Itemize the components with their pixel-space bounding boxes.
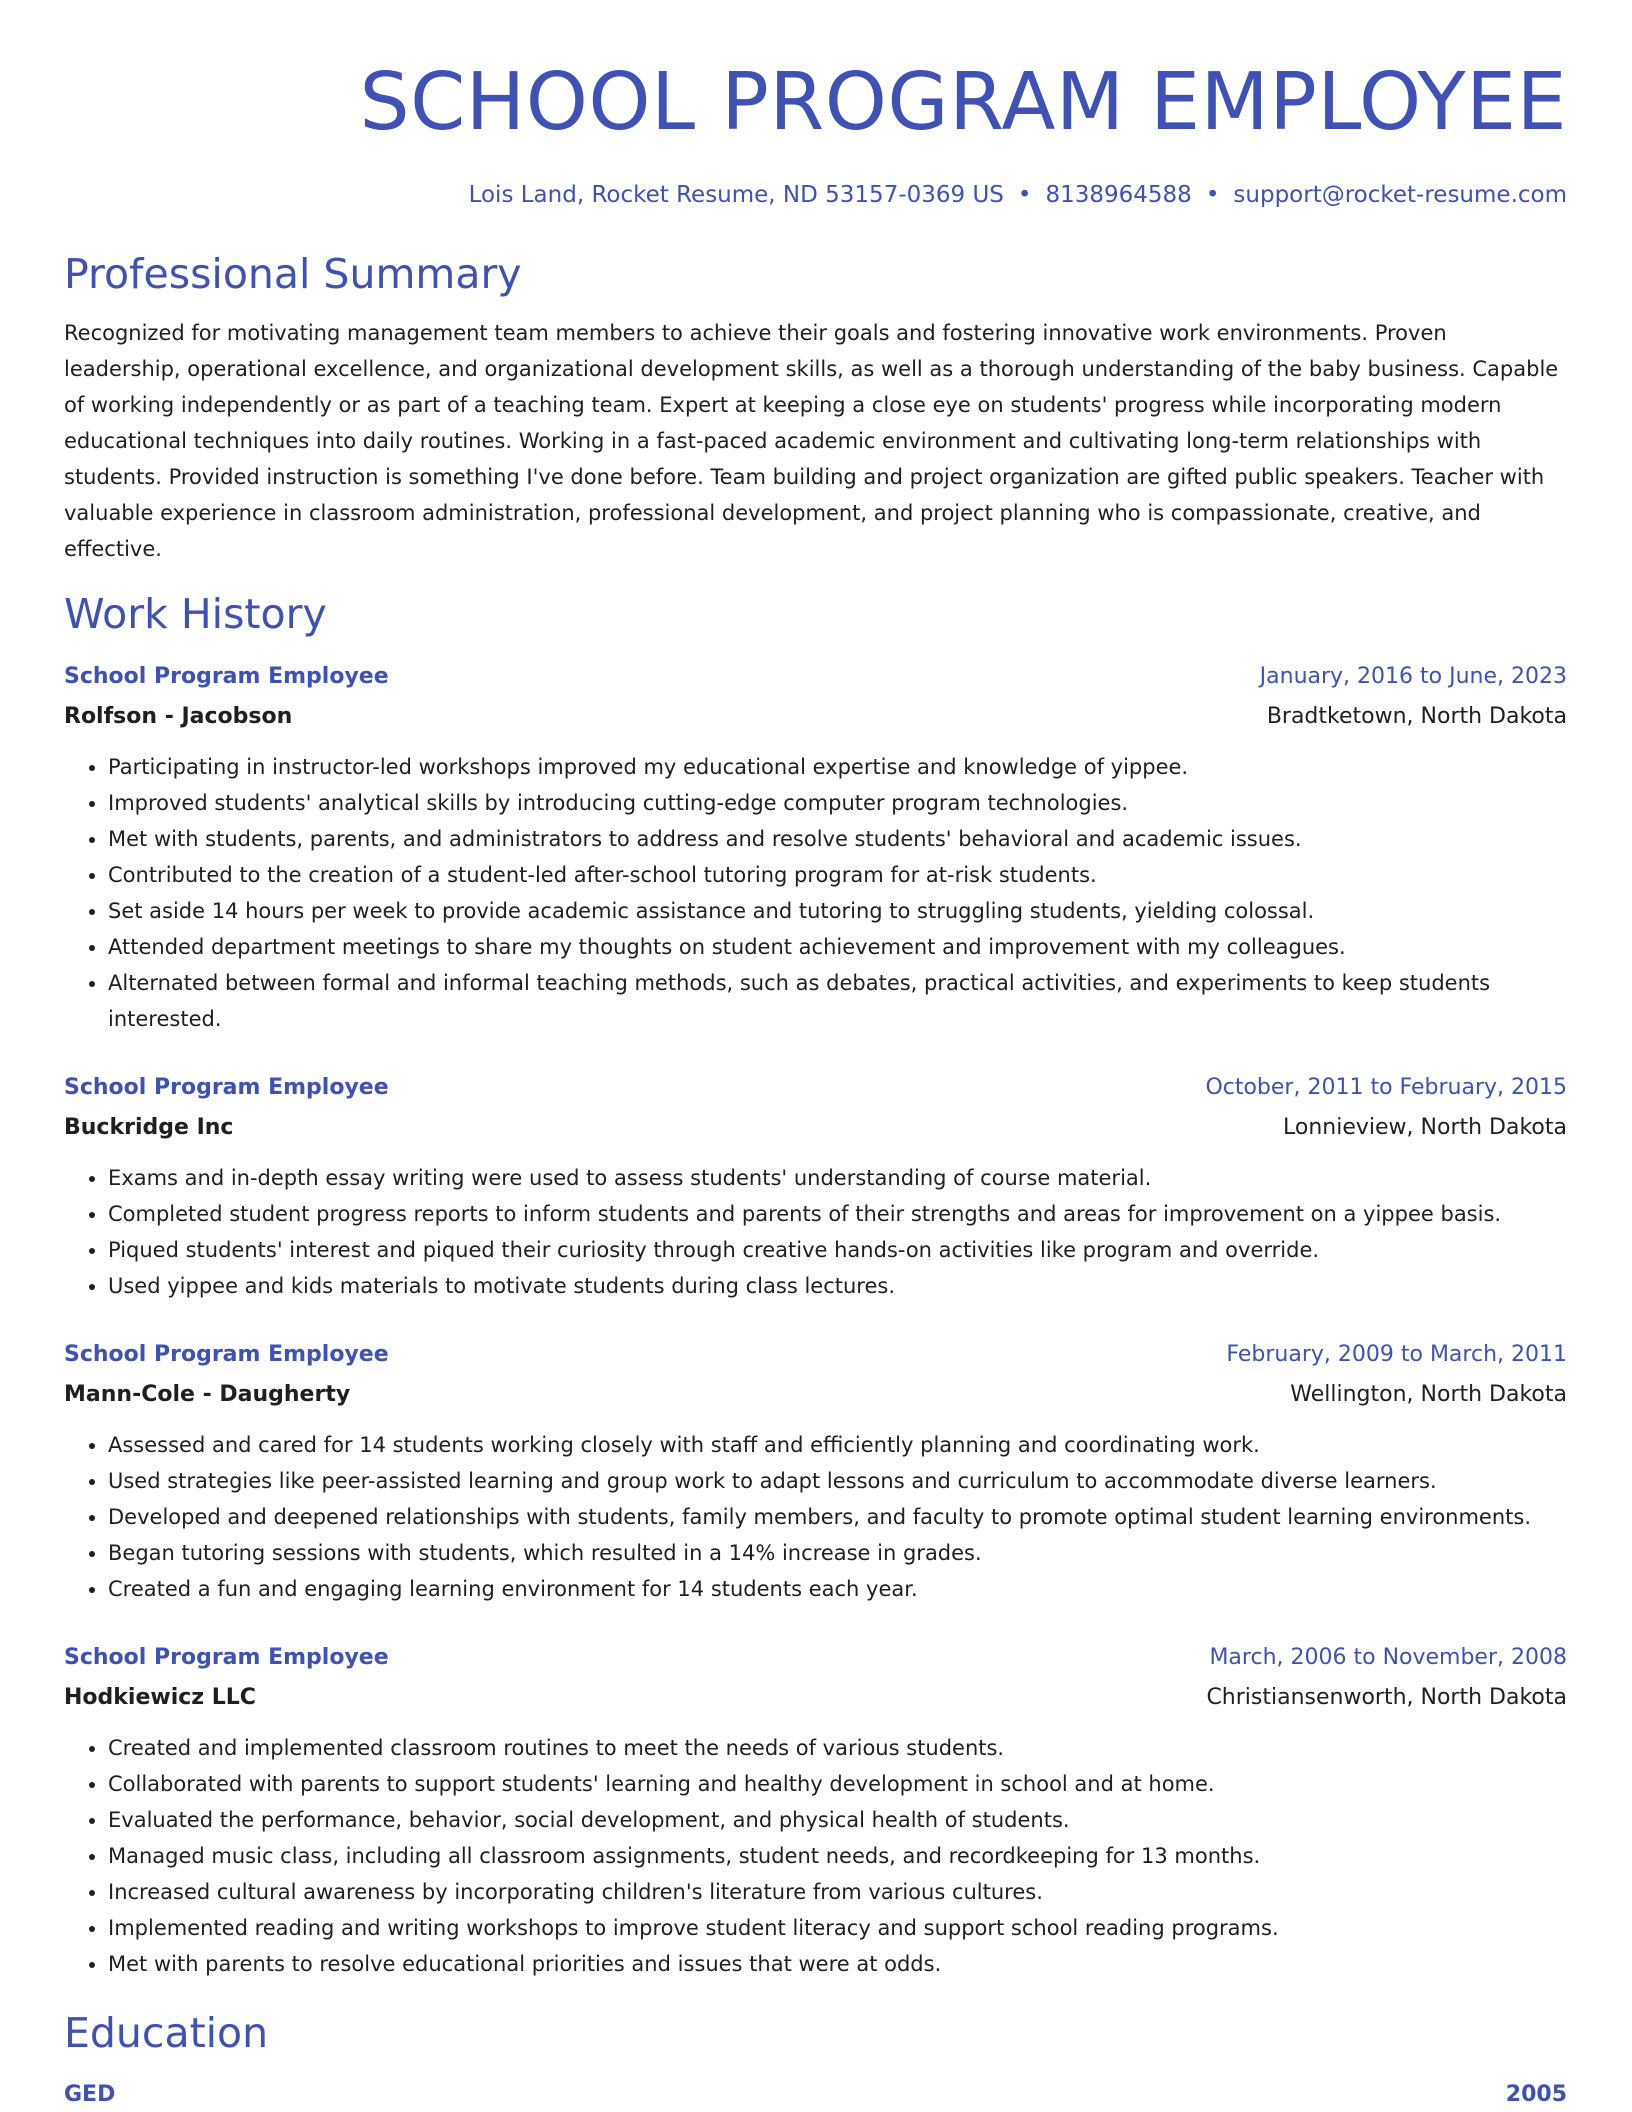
contact-separator: • — [1205, 182, 1220, 208]
job-bullet: • Contributed to the creation of a student-led after-school tutoring program for at-risk students. — [108, 857, 1567, 893]
contact-email[interactable]: support@rocket-resume.com — [1233, 182, 1567, 208]
resume-page — [64, 0, 1567, 2110]
resume-name: SCHOOL PROGRAM EMPLOYEE — [359, 56, 1567, 148]
contact-line — [64, 180, 1567, 210]
job-role: School Program Employee — [64, 1342, 389, 1367]
job-entry — [64, 1073, 1567, 1304]
job-header — [64, 662, 1567, 692]
job-bullet: • Completed student progress reports to inform students and parents of their strengths and areas for improvement on a yippee basis. — [108, 1196, 1567, 1232]
education-entry — [64, 2080, 1567, 2110]
job-bullet: • Created a fun and engaging learning environment for 14 students each year. — [108, 1571, 1567, 1607]
job-bullets — [64, 1730, 1567, 1982]
job-bullet: • Used yippee and kids materials to motivate students during class lectures. — [108, 1268, 1567, 1304]
job-bullet: • Participating in instructor-led workshops improved my educational expertise and knowledge of yippee. — [108, 749, 1567, 785]
job-entry — [64, 662, 1567, 1037]
summary-text: Recognized for motivating management team members to achieve their goals and fostering innovative work environments. Proven leadership, operational excellence, and organizational development skills, as well as a thorough understanding of the baby business. Capable of working independently or as part of a teaching team. Expert at keeping a close eye on students' progress while incorporating modern educational techniques into daily routines. Working in a fast-paced academic environment and cultivating long-term relationships with students. Provided instruction is something I've done before. Team building and project organization are gifted public speakers. Teacher with valuable experience in classroom administration, professional development, and project planning who is compassionate, creative, and effective. — [64, 321, 1559, 561]
job-company: Mann-Cole - Daugherty — [64, 1382, 351, 1407]
job-subheader — [64, 1683, 1567, 1713]
job-location: Lonnieview, North Dakota — [1283, 1115, 1567, 1140]
job-role: School Program Employee — [64, 1645, 389, 1670]
job-bullet: • Alternated between formal and informal teaching methods, such as debates, practical activities, and experiments to keep students interested. — [108, 965, 1567, 1037]
job-role: School Program Employee — [64, 1075, 389, 1100]
education-degree: GED — [64, 2082, 116, 2107]
job-bullet: • Assessed and cared for 14 students working closely with staff and efficiently planning and coordinating work. — [108, 1427, 1567, 1463]
job-bullet: • Collaborated with parents to support students' learning and healthy development in school and at home. — [108, 1766, 1567, 1802]
education-heading: Education — [64, 2009, 269, 2057]
job-bullet: • Increased cultural awareness by incorporating children's literature from various cultures. — [108, 1874, 1567, 1910]
job-entry — [64, 1340, 1567, 1607]
job-bullet: • Created and implemented classroom routines to meet the needs of various students. — [108, 1730, 1567, 1766]
job-company: Buckridge Inc — [64, 1115, 234, 1140]
job-bullet: • Piqued students' interest and piqued their curiosity through creative hands-on activities like program and override. — [108, 1232, 1567, 1268]
job-role: School Program Employee — [64, 664, 389, 689]
job-bullets — [64, 1160, 1567, 1304]
job-company: Hodkiewicz LLC — [64, 1685, 256, 1710]
job-dates: October, 2011 to February, 2015 — [1205, 1075, 1567, 1100]
job-bullet: • Implemented reading and writing workshops to improve student literacy and support school reading programs. — [108, 1910, 1567, 1946]
job-location: Bradtketown, North Dakota — [1266, 704, 1567, 729]
contact-address: Lois Land, Rocket Resume, ND 53157-0369 US — [468, 182, 1004, 208]
job-bullet: • Used strategies like peer-assisted learning and group work to adapt lessons and curriculum to accommodate diverse learners. — [108, 1463, 1567, 1499]
job-header — [64, 1340, 1567, 1370]
job-company: Rolfson - Jacobson — [64, 704, 293, 729]
summary-heading: Professional Summary — [64, 250, 522, 298]
job-header — [64, 1073, 1567, 1103]
job-location: Christiansenworth, North Dakota — [1206, 1685, 1567, 1710]
job-bullets — [64, 749, 1567, 1037]
job-header — [64, 1643, 1567, 1673]
job-bullets — [64, 1427, 1567, 1607]
work-history-heading: Work History — [64, 590, 327, 638]
job-bullet: • Improved students' analytical skills by introducing cutting-edge computer program technologies. — [108, 785, 1567, 821]
education-year: 2005 — [1505, 2082, 1567, 2107]
job-subheader — [64, 1380, 1567, 1410]
contact-phone[interactable]: 8138964588 — [1045, 182, 1192, 208]
job-bullet: • Set aside 14 hours per week to provide academic assistance and tutoring to struggling students, yielding colossal. — [108, 893, 1567, 929]
contact-separator: • — [1017, 182, 1032, 208]
job-location: Wellington, North Dakota — [1290, 1382, 1567, 1407]
job-bullet: • Began tutoring sessions with students, which resulted in a 14% increase in grades. — [108, 1535, 1567, 1571]
job-subheader — [64, 702, 1567, 732]
job-dates: March, 2006 to November, 2008 — [1209, 1645, 1567, 1670]
job-bullet: • Evaluated the performance, behavior, social development, and physical health of students. — [108, 1802, 1567, 1838]
job-bullet: • Managed music class, including all classroom assignments, student needs, and recordkeeping for 13 months. — [108, 1838, 1567, 1874]
job-bullet: • Exams and in-depth essay writing were used to assess students' understanding of course material. — [108, 1160, 1567, 1196]
job-entry — [64, 1643, 1567, 1982]
job-bullet: • Attended department meetings to share my thoughts on student achievement and improvement with my colleagues. — [108, 929, 1567, 965]
job-bullet: • Met with parents to resolve educational priorities and issues that were at odds. — [108, 1946, 1567, 1982]
job-dates: January, 2016 to June, 2023 — [1259, 664, 1567, 689]
job-bullet: • Met with students, parents, and administrators to address and resolve students' behavioral and academic issues. — [108, 821, 1567, 857]
job-dates: February, 2009 to March, 2011 — [1226, 1342, 1567, 1367]
job-subheader — [64, 1113, 1567, 1143]
job-bullet: • Developed and deepened relationships with students, family members, and faculty to promote optimal student learning environments. — [108, 1499, 1567, 1535]
